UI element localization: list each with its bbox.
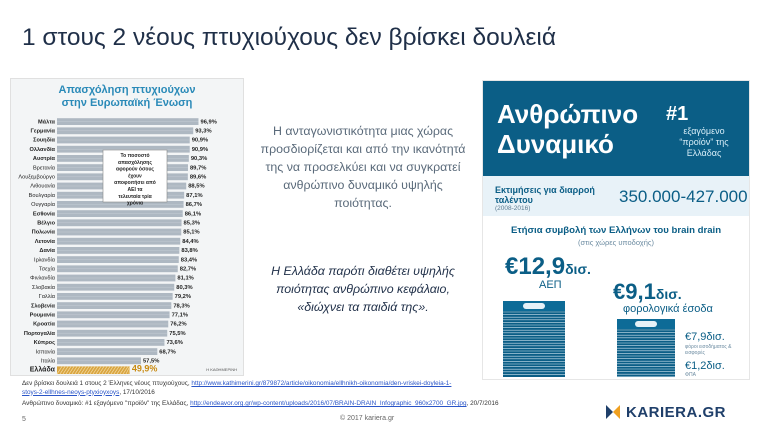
category-label: Γαλλία (38, 294, 55, 301)
value-label: 75,5% (169, 330, 186, 337)
value-label: 90,3% (190, 156, 208, 163)
rank-number: #1 (666, 103, 689, 125)
category-label: Κροατία (33, 321, 55, 328)
rank-subtitle: εξαγόμενο “προϊόν” της Ελλάδας (679, 126, 729, 158)
category-label: Κύπρος (33, 340, 55, 347)
value-label: 90,9% (191, 137, 209, 144)
estimate-period: (2008-2016) (495, 205, 531, 212)
gdp-money-stack-icon (503, 301, 565, 377)
value-label: 84,4% (182, 238, 199, 245)
source-2: Ανθρώπινο δυναμικό: #1 εξαγόμενο "προϊόν" της Ελλάδας, http://endeavor.org.gr/wp-content/uploads/2016/07/BRAIN-DRAIN_Infographic_960x2700_GR.jpg, 20/7/2016 (22, 400, 499, 407)
greece-emphasis-quote: Η Ελλάδα παρότι διαθέτει υψηλής ποιότητας ανθρώπινο κεφάλαιο, «διώχνει τα παιδιά της». (271, 264, 455, 314)
tax-value: €9,1δισ. (613, 279, 682, 304)
infographic-title: Ανθρώπινο Δυναμικό (497, 99, 639, 159)
kariera-logo-icon (604, 403, 622, 421)
category-label: Βρετανία (32, 165, 55, 172)
value-label: 57,5% (142, 358, 160, 365)
chart-note-line: ΑΕΙ τα (127, 187, 143, 193)
category-label: Ρουμανία (29, 312, 55, 319)
chart-note-line: αποφοιτήσει από (114, 180, 156, 187)
value-label: 82,7% (179, 266, 197, 273)
category-label: Ουγγαρία (31, 202, 55, 209)
chart-svg (11, 79, 243, 375)
value-label: 49,9% (131, 363, 158, 374)
category-label: Δανία (39, 248, 55, 255)
chart-title-line-2: στην Ευρωπαϊκή Ένωση (61, 97, 193, 109)
category-label: Ισπανία (35, 349, 55, 356)
value-label: 83,4% (180, 257, 198, 264)
value-label: 96,9% (200, 119, 217, 126)
value-label: 83,8% (181, 248, 198, 255)
value-label: 76,2% (170, 321, 187, 328)
value-label: 88,5% (188, 183, 205, 190)
source-2-link[interactable]: http://endeavor.org.gr/wp-content/uploads/2016/07/BRAIN-DRAIN_Infographic_960x2700_GR.jpg (190, 400, 467, 407)
income-tax-value: €7,9δισ. (685, 331, 725, 343)
category-label: Ιρλανδία (34, 257, 55, 264)
chart-note-line: αφορούν όσους (116, 166, 154, 173)
tax-money-stack-icon (617, 319, 675, 377)
vat-value: €1,2δισ. (685, 360, 725, 372)
category-label: Πορτογαλία (23, 330, 55, 337)
value-label: 85,1% (183, 229, 200, 236)
category-label: Μάλτα (38, 119, 55, 126)
category-label: Σλοβακία (31, 284, 55, 291)
slide-title: 1 στους 2 νέους πτυχιούχους δεν βρίσκει δουλειά (22, 24, 556, 51)
category-label: Σλοβενία (31, 303, 55, 310)
tax-label: φορολογικά έσοδα (623, 303, 713, 315)
employment-bar-chart (10, 78, 244, 376)
copyright: © 2017 kariera.gr (340, 415, 395, 422)
annual-contribution-subtitle: (στις χώρες υποδοχής) (577, 238, 655, 247)
value-label: 86,1% (184, 211, 202, 218)
value-label: 81,1% (177, 275, 194, 282)
competitiveness-quote: Η ανταγωνιστικότητα μιας χώρας προσδιορίζεται και από την ικανότητά της να προσελκύει και να συγκρατεί ανθρώπινο δυναμικό υψηλής ποιότητας. (260, 124, 466, 210)
value-label: 80,3% (176, 284, 193, 291)
category-label: Πολωνία (31, 229, 55, 236)
value-label: 86,7% (185, 202, 203, 209)
value-label: 79,2% (174, 294, 192, 301)
category-label: Γερμανία (30, 128, 55, 135)
chart-source: Η ΚΑΘΗΜΕΡΙΝΗ (206, 367, 237, 372)
value-label: 78,3% (173, 303, 190, 310)
category-label: Ελλάδα (29, 366, 55, 374)
vat-label: ΦΠΑ (685, 372, 696, 378)
source-1: Δεν βρίσκει δουλειά 1 στους 2 Έλληνες νέους πτυχιούχους, http://www.kathimerini.gr/879872/article/oikonomia/ellhnikh-oikonomia/den-vriskei-doyleia-1-stoys-2-ellhnes-neoys-ptyxioyxoys, 17/10/2016 (22, 380, 452, 396)
category-label: Λιθουανία (30, 183, 55, 190)
value-label: 89,6% (189, 174, 207, 181)
category-label: Ολλανδία (29, 146, 55, 153)
value-label: 85,3% (183, 220, 200, 227)
chart-note-line: έχουν (128, 173, 142, 180)
chart-note-line: χρόνια (126, 200, 144, 207)
chart-title-line-1: Απασχόληση πτυχιούχων (58, 84, 196, 96)
estimate-value: 350.000-427.000 (619, 187, 748, 206)
category-label: Σουηδία (33, 137, 55, 144)
kariera-logo: KARIERA.GR (626, 404, 727, 421)
gdp-value: €12,9δισ. (505, 253, 591, 280)
category-label: Φινλανδία (30, 275, 55, 282)
value-label: 68,7% (159, 349, 176, 356)
category-label: Εσθονία (32, 211, 55, 218)
value-label: 90,9% (191, 146, 209, 153)
gdp-label: ΑΕΠ (539, 279, 562, 291)
income-tax-label: φόροι εισοδήματος & εισφορές (685, 344, 732, 356)
category-label: Ιταλία (40, 358, 55, 365)
category-label: Τσεχία (38, 266, 55, 273)
value-label: 87,1% (186, 192, 203, 199)
category-label: Αυστρία (32, 156, 55, 163)
estimate-label: Εκτιμήσεις για διαρροή ταλέντου (495, 185, 595, 205)
chart-note-line: απασχόλησης (118, 159, 152, 166)
chart-note-line: τελευταία τρία (118, 193, 152, 200)
brain-drain-infographic (482, 80, 750, 380)
page-number: 5 (22, 416, 26, 423)
category-label: Λετονία (34, 238, 55, 245)
value-label: 89,7% (189, 165, 207, 172)
chart-note-line: Το ποσοστό (120, 153, 150, 159)
source-1-link[interactable]: http://www.kathimerini.gr/879872/article/oikonomia/ellhnikh-oikonomia/den-vriskei-doyleia-1-stoys-2-ellhnes-neoys-ptyxioyxoys (22, 380, 452, 396)
category-label: Λουξεμβούργο (18, 174, 55, 181)
value-label: 73,6% (166, 340, 183, 347)
category-label: Βουλγαρία (28, 192, 55, 199)
annual-contribution-title: Ετήσια συμβολή των Ελλήνων του brain drain (510, 225, 722, 236)
value-label: 77,1% (171, 312, 189, 319)
value-label: 93,3% (195, 128, 212, 135)
category-label: Βέλγιο (37, 220, 55, 227)
